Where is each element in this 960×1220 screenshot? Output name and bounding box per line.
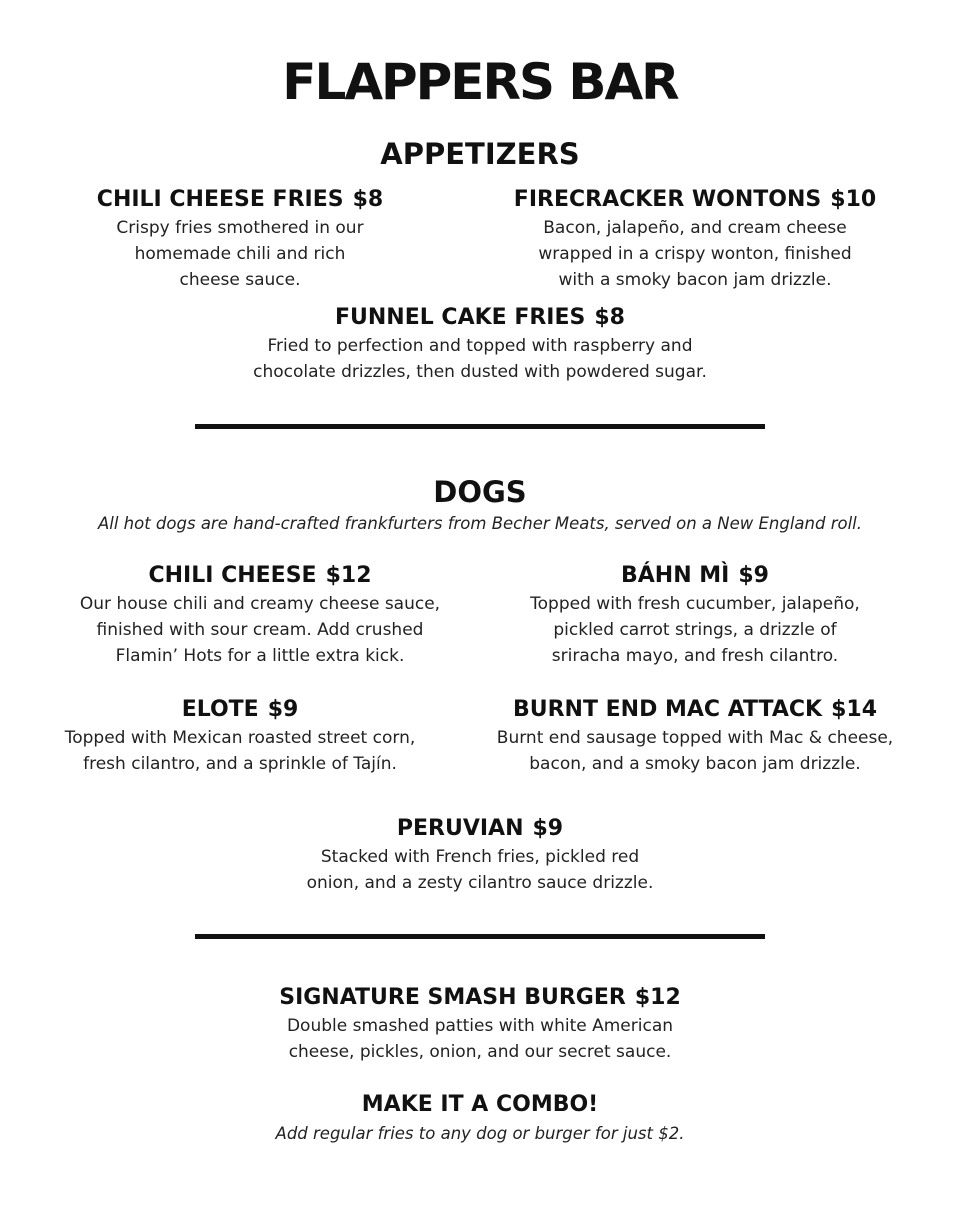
item-name: ELOTE xyxy=(181,697,259,722)
description-line: cheese sauce. xyxy=(179,270,301,290)
item-price: $14 xyxy=(831,697,878,722)
item-description xyxy=(180,1013,780,1065)
item-price: $12 xyxy=(634,985,681,1010)
item-price: $9 xyxy=(738,563,769,588)
menu-item-bahn-mi xyxy=(480,562,910,669)
item-name: FIRECRACKER WONTONS xyxy=(513,187,822,212)
item-description xyxy=(30,725,450,777)
description-line: Crispy fries smothered in our xyxy=(116,218,364,238)
description-line: pickled carrot strings, a drizzle of xyxy=(553,620,837,640)
dogs-heading: DOGS xyxy=(433,475,527,509)
menu-item-elote xyxy=(30,696,450,777)
combo-note: Add regular fries to any dog or burger for just $2. xyxy=(275,1124,685,1143)
menu-item-peruvian xyxy=(230,815,730,896)
item-description xyxy=(480,215,910,293)
item-description xyxy=(180,333,780,385)
item-name: BÁHN MÌ xyxy=(621,563,730,588)
description-line: Bacon, jalapeño, and cream cheese xyxy=(543,218,847,238)
description-line: Flamin’ Hots for a little extra kick. xyxy=(115,646,405,666)
item-price: $9 xyxy=(267,697,299,722)
item-description xyxy=(475,725,915,777)
section-divider xyxy=(195,424,765,429)
item-price: $8 xyxy=(352,187,384,212)
item-price: $12 xyxy=(325,563,372,588)
menu-item-signature-smash-burger xyxy=(180,984,780,1065)
description-line: bacon, and a smoky bacon jam drizzle. xyxy=(529,754,861,774)
dogs-note: All hot dogs are hand-crafted frankfurters from Becher Meats, served on a New England roll. xyxy=(97,514,863,533)
menu-item-funnel-cake-fries xyxy=(180,304,780,385)
description-line: Our house chili and creamy cheese sauce, xyxy=(79,594,441,614)
item-price: $8 xyxy=(594,305,625,330)
description-line: finished with sour cream. Add crushed xyxy=(96,620,424,640)
item-description xyxy=(480,591,910,669)
menu-item-firecracker-wontons xyxy=(480,186,910,293)
item-name: PERUVIAN xyxy=(396,816,524,841)
description-line: fresh cilantro, and a sprinkle of Tajín. xyxy=(83,754,397,774)
description-line: chocolate drizzles, then dusted with powdered sugar. xyxy=(253,362,707,382)
menu-item-chili-cheese-dog xyxy=(40,562,480,669)
item-name: CHILI CHEESE xyxy=(148,563,317,588)
combo-heading: MAKE IT A COMBO! xyxy=(361,1092,599,1117)
section-divider xyxy=(195,934,765,939)
item-price: $10 xyxy=(830,187,877,212)
description-line: Topped with fresh cucumber, jalapeño, xyxy=(530,594,860,614)
description-line: cheese, pickles, onion, and our secret sauce. xyxy=(288,1042,672,1062)
item-description xyxy=(230,844,730,896)
item-description xyxy=(40,215,440,293)
description-line: with a smoky bacon jam drizzle. xyxy=(558,270,832,290)
item-price: $9 xyxy=(532,816,564,841)
item-name: CHILI CHEESE FRIES xyxy=(96,187,344,212)
description-line: onion, and a zesty cilantro sauce drizzle. xyxy=(306,873,654,893)
menu-title: FLAPPERS BAR xyxy=(282,53,678,111)
description-line: Stacked with French fries, pickled red xyxy=(320,847,640,867)
description-line: Double smashed patties with white American xyxy=(286,1016,674,1036)
item-name: FUNNEL CAKE FRIES xyxy=(335,305,586,330)
description-line: wrapped in a crispy wonton, finished xyxy=(538,244,852,264)
description-line: homemade chili and rich xyxy=(134,244,346,264)
description-line: Fried to perfection and topped with raspberry and xyxy=(267,336,693,356)
appetizers-heading: APPETIZERS xyxy=(380,137,580,171)
item-description xyxy=(40,591,480,669)
item-name: SIGNATURE SMASH BURGER xyxy=(279,985,626,1010)
description-line: Burnt end sausage topped with Mac & cheese, xyxy=(496,728,894,748)
description-line: Topped with Mexican roasted street corn, xyxy=(64,728,416,748)
menu-item-burnt-end-mac-attack xyxy=(475,696,915,777)
description-line: sriracha mayo, and fresh cilantro. xyxy=(551,646,839,666)
item-name: BURNT END MAC ATTACK xyxy=(512,697,823,722)
menu-item-chili-cheese-fries xyxy=(40,186,440,293)
